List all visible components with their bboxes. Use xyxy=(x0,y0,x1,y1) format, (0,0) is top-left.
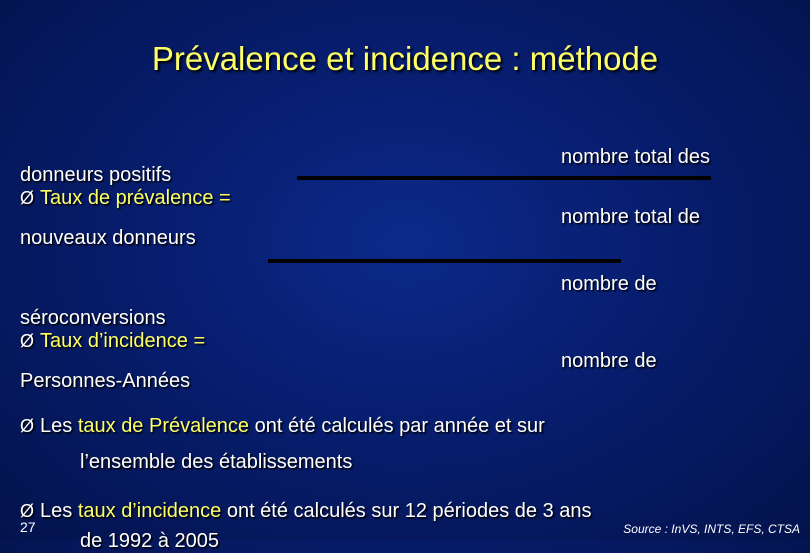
bullet-incidence-line2: de 1992 à 2005 xyxy=(80,530,220,552)
incidence-label: Taux d’incidence xyxy=(40,330,188,352)
prevalence-numerator-right: nombre total des xyxy=(561,146,710,168)
bullet-prevalence: Ø Les taux de Prévalence ont été calculés par année et sur xyxy=(20,415,545,437)
arrow-bullet-icon: Ø xyxy=(20,188,35,208)
incidence-denominator-right: nombre de xyxy=(561,350,657,372)
source-note: Source : InVS, INTS, EFS, CTSA xyxy=(623,522,800,536)
incidence-numerator-right: nombre de xyxy=(561,273,657,295)
prevalence-denominator-left: nouveaux donneurs xyxy=(20,227,196,249)
arrow-bullet-icon: Ø xyxy=(20,331,35,351)
prevalence-label-line xyxy=(20,187,231,210)
slide-title: Prévalence et incidence : méthode xyxy=(151,40,659,77)
prevalence-denominator-right: nombre total de xyxy=(561,206,700,228)
arrow-bullet-icon: Ø xyxy=(20,501,35,521)
prevalence-equals: = xyxy=(213,187,231,209)
incidence-denominator-left: Personnes-Années xyxy=(20,370,191,392)
prevalence-fraction-bar xyxy=(297,176,711,180)
incidence-numerator-left: séroconversions xyxy=(20,307,166,329)
incidence-label-line xyxy=(20,330,205,353)
bullet-incidence: Ø Les taux d’incidence ont été calculés sur 12 périodes de 3 ans xyxy=(20,500,592,522)
incidence-fraction-bar xyxy=(268,259,621,263)
bullet-prevalence-line2: l’ensemble des établissements xyxy=(80,451,353,473)
arrow-bullet-icon: Ø xyxy=(20,416,35,436)
slide-number: 27 xyxy=(20,519,36,535)
prevalence-label: Taux de prévalence xyxy=(40,187,214,209)
incidence-equals: = xyxy=(187,330,206,352)
prevalence-numerator-left: donneurs positifs xyxy=(20,164,172,186)
